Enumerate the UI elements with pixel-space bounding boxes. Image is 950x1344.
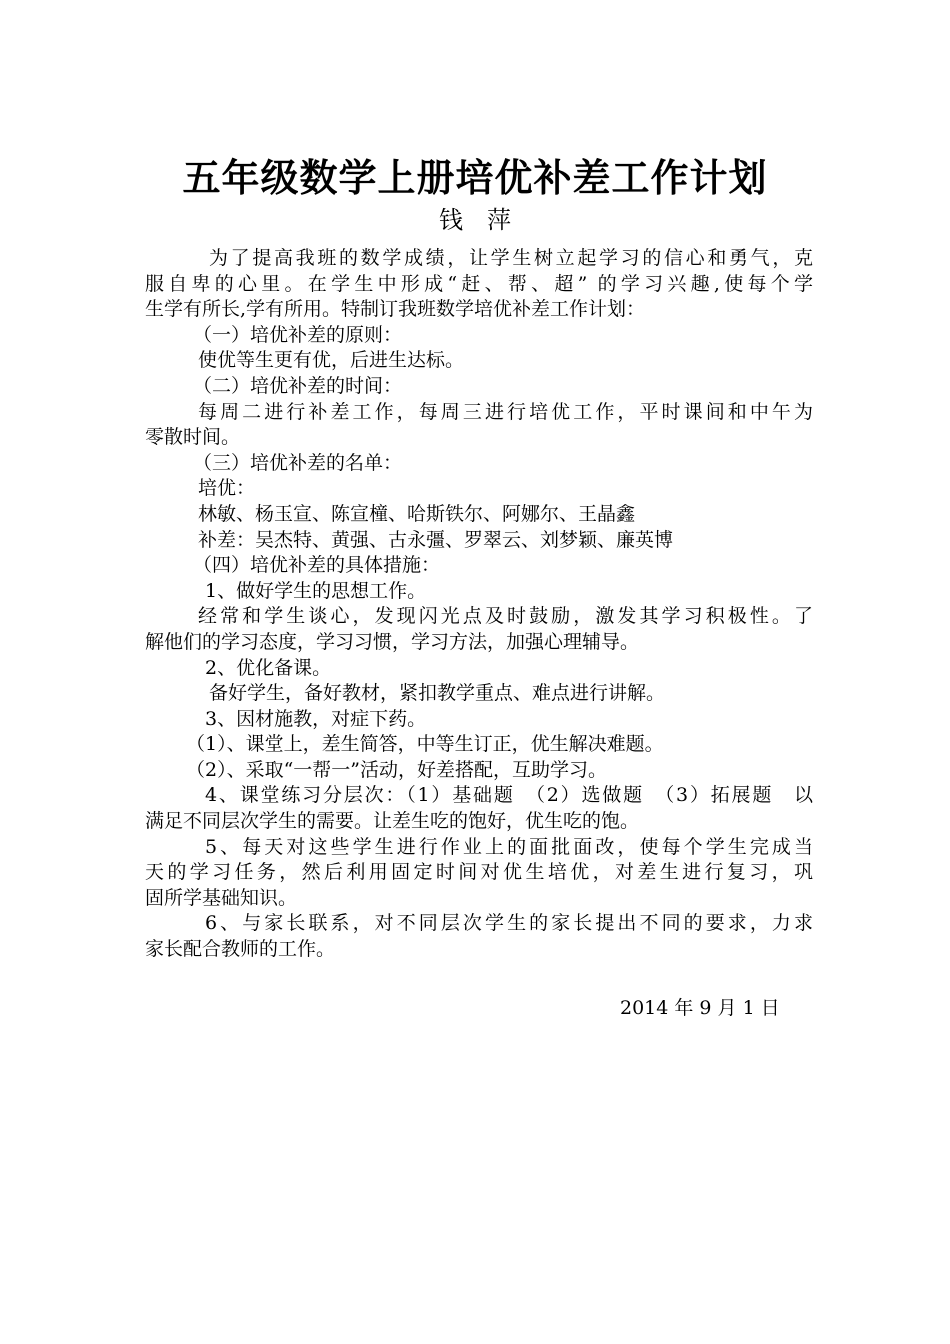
- section-heading: （一）培优补差的原则：: [193, 323, 403, 346]
- paragraph-line: 解他们的学习态度，学习习惯，学习方法，加强心理辅导。: [145, 630, 640, 653]
- paragraph-line: 备好学生，备好教材，紧扣教学重点、难点进行讲解。: [209, 682, 666, 705]
- paragraph-line: 5、每天对这些学生进行作业上的面批面改，使每个学生完成当: [205, 835, 813, 858]
- paragraph-line: 天的学习任务，然后利用固定时间对优生培优，对差生进行复习，巩: [145, 861, 813, 884]
- paragraph-line: 4、课堂练习分层次：（1）基础题 （2）选做题 （3）拓展题 以: [205, 784, 813, 807]
- section-heading: （三）培优补差的名单：: [193, 451, 403, 474]
- list-label: 培优：: [198, 477, 256, 500]
- section-heading: （四）培优补差的具体措施：: [193, 554, 441, 577]
- paragraph-line: 每周二进行补差工作，每周三进行培优工作，平时课间和中午为: [198, 400, 813, 423]
- paragraph-line: 零散时间。: [145, 426, 241, 449]
- paragraph-line: 经常和学生谈心，发现闪光点及时鼓励，激发其学习积极性。了: [198, 605, 813, 628]
- author-name: 钱 萍: [439, 206, 511, 234]
- document-body: [145, 246, 813, 963]
- paragraph-line: 固所学基础知识。: [145, 886, 298, 909]
- paragraph-line: 6、与家长联系，对不同层次学生的家长提出不同的要求，力求: [205, 912, 813, 935]
- paragraph-line: 使优等生更有优，后进生达标。: [198, 349, 465, 372]
- document-date: 2014 年 9 月 1 日: [620, 997, 780, 1019]
- paragraph-line: 为了提高我班的数学成绩，让学生树立起学习的信心和勇气，克: [209, 247, 813, 269]
- paragraph-line: 生学有所长,学有所用。特制订我班数学培优补差工作计划：: [145, 298, 646, 321]
- paragraph-line: 服自卑的心里。在学生中形成“赶、帮、超” 的学习兴趣,使每个学: [145, 272, 813, 295]
- name-list: 补差：吴杰特、黄强、古永彊、罗翠云、刘梦颖、廉英博: [198, 528, 674, 551]
- measure-heading: 1、做好学生的思想工作。: [205, 579, 427, 602]
- paragraph-line: （2）、采取“一帮一”活动，好差搭配，互助学习。: [186, 758, 608, 781]
- measure-heading: 3、因材施教，对症下药。: [205, 707, 427, 730]
- section-heading: （二）培优补差的时间：: [193, 374, 403, 397]
- name-list: 林敏、杨玉宣、陈宣橦、哈斯铁尔、阿娜尔、王晶鑫: [198, 502, 636, 525]
- paragraph-line: 满足不同层次学生的需要。让差生吃的饱好，优生吃的饱。: [145, 810, 640, 833]
- paragraph-line: （1）、课堂上，差生简答，中等生订正，优生解决难题。: [186, 733, 664, 756]
- paragraph-line: 家长配合教师的工作。: [145, 938, 336, 961]
- document-title: 五年级数学上册培优补差工作计划: [182, 156, 768, 200]
- measure-heading: 2、优化备课。: [205, 656, 332, 679]
